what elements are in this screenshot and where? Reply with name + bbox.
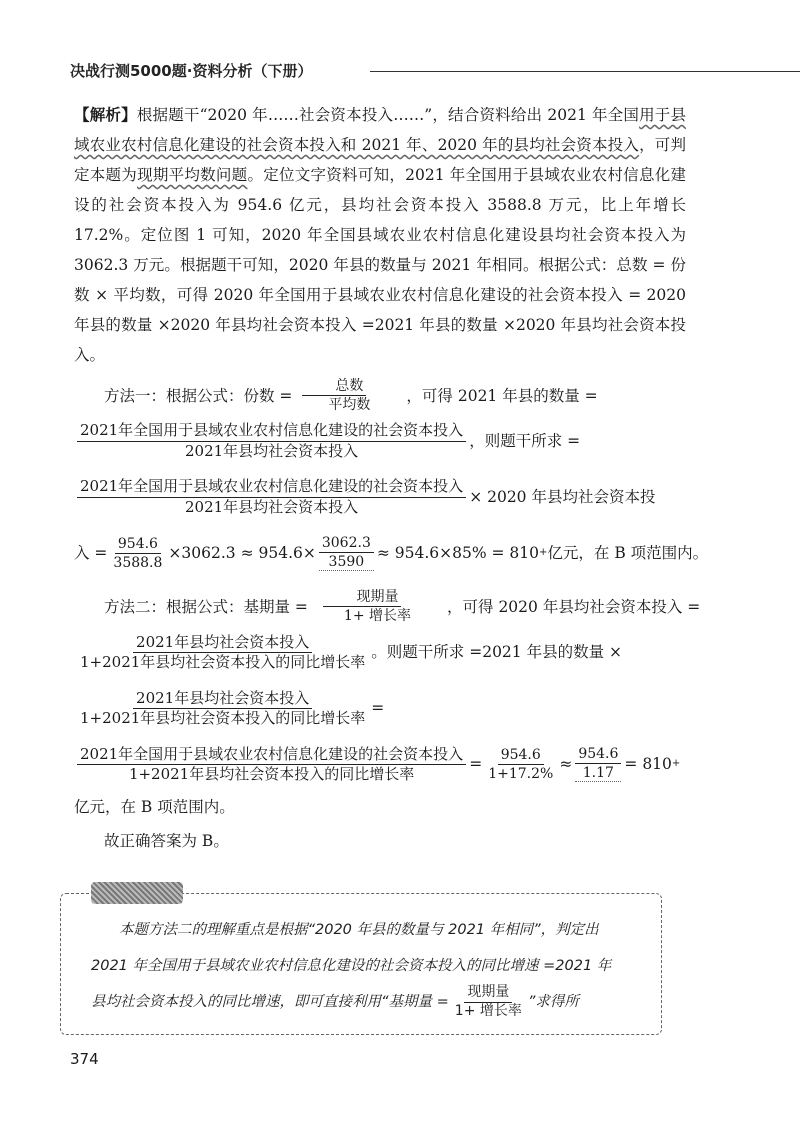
fraction-base-average-2: $\frac{\text{2021年县均社会资本投入}}{\text{1+2021年县均社会资本投入的同比增长率}}$ [80,688,366,727]
final-answer: 故正确答案为 B。 [104,832,229,851]
fraction-954-over-3588: $\frac{954.6}{3588.8}$ [113,535,163,571]
method-one-row-2: $\frac{\text{2021年全国用于县域农业农村信息化建设的社会资本投入}}{\text{2021年县均社会资本投入}}$ × 2020 年县均社会资本投 [74,469,686,525]
fraction-total-over-growth: $\frac{\text{2021年全国用于县域农业农村信息化建设的社会资本投入}}{\text{1+2021年县均社会资本投入的同比增长率}}$ [77,746,466,784]
method-two-row-2: $\frac{\text{2021年县均社会资本投入}}{\text{1+2021年县均社会资本投入的同比增长率}}$ = [74,680,686,736]
analysis-label: 【解析】 [74,105,137,124]
fraction-county-count: $\frac{\text{2021年全国用于县域农业农村信息化建设的社会资本投入}}{\text{2021年县均社会资本投入}}$ [77,422,466,460]
method-two-intro: 方法二：根据公式：基期量 = $\frac{\text{现期量}}{\text{1+ 增长率}}$ ，可得 2020 年县均社会资本投入 = [104,589,701,625]
tip-text [91,912,651,1020]
book-title: 决战行测5000题·资料分析（下册） [70,62,313,80]
method-two-row-1: $\frac{\text{2021年县均社会资本投入}}{\text{1+2021年县均社会资本投入的同比增长率}}$ 。则题干所求 =2021 年县的数量 × [74,624,686,680]
tip-line-3: 县均社会资本投入的同比增速，即可直接利用“基期量 = $\frac{\text{现期量}}{\text{1+ 增长率}}$ ”求得所 [91,984,579,1019]
method-two-row-3: $\frac{\text{2021年全国用于县域农业农村信息化建设的社会资本投入}}{\text{1+2021年县均社会资本投入的同比增长率}}$ = $\frac{954.6}{1+17.2\%}$ ≈ $\frac{954.6}{1.17}$ = 810 + [74,736,686,792]
fraction-base-formula: $\frac{\text{现期量}}{\text{1+ 增长率}}$ [311,589,414,624]
tip-line-1: 本题方法二的理解重点是根据“2020 年县的数量与 2021 年相同”，判定出 [119,922,599,938]
tip-badge-icon [91,882,183,904]
fraction-954-over-1172: $\frac{954.6}{1+17.2\%}$ [488,746,554,782]
tip-line-2: 2021 年全国用于县域农业农村信息化建设的社会资本投入的同比增速 =2021 年 [91,958,612,974]
fraction-3062-over-3590: $\frac{3062.3}{3590}$ [319,535,374,571]
fraction-county-count-2: $\frac{\text{2021年全国用于县域农业农村信息化建设的社会资本投入}}{\text{2021年县均社会资本投入}}$ [77,478,466,516]
page-number: 374 [70,1050,99,1068]
method-one-row-3: 入 = $\frac{954.6}{3588.8}$ ×3062.3 ≈ 954.6× $\frac{3062.3}{3590}$ ≈ 954.6×85% = 810 + 亿元，在 B 项范围内。 [74,535,709,571]
analysis-body [74,100,709,856]
fraction-total-over-average: $\frac{\text{总数}}{\text{平均数}}$ [295,378,373,413]
analysis-paragraph: 【解析】根据题干“2020 年……社会资本投入……”，结合资料给出 2021 年全国用于县域农业农村信息化建设的社会资本投入和 2021 年、2020 年的县均社会资本投入，可判定本题为现期平均数问题。定位文字资料可知，2021 年全国用于县域农业农村信息化建设的社会资本投入为 954.6 亿元，县均社会资本投入 3588.8 万元，比上年增长 17.2%。定位图 1 可知，2020 年全国县域农业农村信息化建设县均社会资本投入为 3062.3 万元。根据题干可知，2020 年县的数量与 2021 年相同。根据公式：总数 = 份数 × 平均数，可得 2020 年全国用于县域农业农村信息化建设的社会资本投入 = 2020 年县的数量 ×2020 年县均社会资本投入 =2021 年县的数量 ×2020 年县均社会资本投入。 [74,105,686,364]
method-one-intro: 方法一：根据公式：份数 = $\frac{\text{总数}}{\text{平均数}}$ ，可得 2021 年县的数量 = [104,378,598,414]
fraction-base-average: $\frac{\text{2021年县均社会资本投入}}{\text{1+2021年县均社会资本投入的同比增长率}}$ [80,632,366,671]
fraction-954-over-117: $\frac{954.6}{1.17}$ [575,746,621,782]
tip-fraction: $\frac{\text{现期量}}{\text{1+ 增长率}}$ [454,984,522,1019]
method-one-row-1: $\frac{\text{2021年全国用于县域农业农村信息化建设的社会资本投入}}{\text{2021年县均社会资本投入}}$ ，则题干所求 = [74,413,686,469]
header-rule [370,71,800,72]
method-two-conclusion: 亿元，在 B 项范围内。 [74,798,235,817]
tip-box [60,893,662,1035]
running-header [70,58,760,88]
